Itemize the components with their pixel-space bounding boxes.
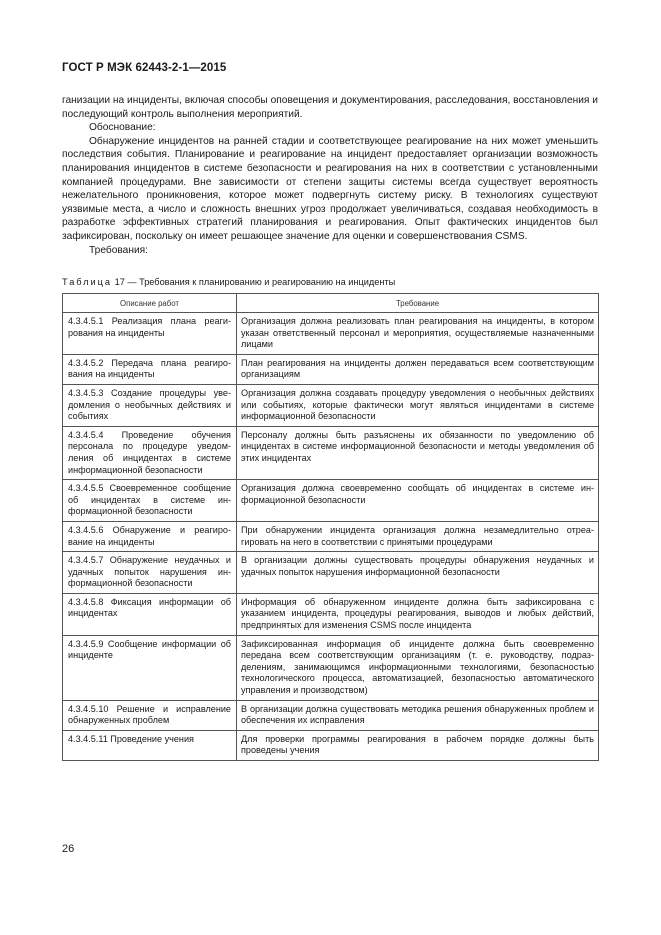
table-row	[63, 384, 599, 426]
table-header-row	[63, 294, 599, 313]
cell-description: 4.3.4.5.1 Реализация плана реагирования на инциденты	[63, 313, 237, 355]
cell-requirement: При обнаружении инцидента организация должна незамедлительно отреагировать на него в соответствии с принятыми процедурами	[237, 521, 599, 551]
cell-requirement: В организации должна существовать методика решения обнаруженных проблем и обеспечения их исправления	[237, 700, 599, 730]
intro-paragraph: ганизации на инциденты, включая способы оповещения и документирования, расследования, восстановления и последующий контроль выполнения мероприятий.	[62, 95, 598, 120]
cell-description: 4.3.4.5.6 Обнаружение и реагирование на инциденты	[63, 521, 237, 551]
requirements-table	[62, 293, 599, 761]
intro-text	[62, 94, 598, 257]
document-header: ГОСТ Р МЭК 62443-2-1—2015	[62, 62, 227, 74]
page-number: 26	[62, 843, 75, 855]
cell-requirement: План реагирования на инциденты должен передаваться всем соответствующим организациям	[237, 354, 599, 384]
table-caption	[62, 277, 395, 287]
table-row	[63, 730, 599, 760]
table-row	[63, 313, 599, 355]
table-row	[63, 700, 599, 730]
table-row	[63, 354, 599, 384]
table-caption-text: 17 — Требования к планированию и реагированию на инциденты	[112, 277, 396, 287]
cell-requirement: Организация должна своевременно сообщать об инцидентах в системе информационной безопасности	[237, 480, 599, 522]
cell-description: 4.3.4.5.3 Создание процедуры уведомления о необычных действиях и событиях	[63, 384, 237, 426]
cell-description: 4.3.4.5.8 Фиксация информации об инцидентах	[63, 593, 237, 635]
table-row	[63, 552, 599, 594]
intro-paragraph: Требования:	[89, 244, 148, 256]
table-row	[63, 635, 599, 700]
intro-paragraph: Обоснование:	[89, 122, 156, 134]
cell-requirement: Информация об обнаруженном инциденте должна быть зафиксирована с указанием инцидента, процедуры реагирования, выводов и любых действий, предпринятых для изменения CSMS после инцидента	[237, 593, 599, 635]
column-header-requirement: Требование	[237, 294, 599, 313]
intro-paragraph: Обнаружение инцидентов на ранней стадии и соответствующее реагирование на них может уменьшить последствия события. Планирование и реагирование на инцидент предоставляет организации возможность планирования инцидентов в системе безопасности и реагирования на них в соответствии с установленными компанией процедурами. Вне зависимости от степени защиты системы всегда существует вероятность нежелательного проникновения, которое может подвергнуть систему риску. В технологиях существуют уязвимые места, а число и сложность внешних угроз продолжает увеличиваться, создавая необходимость в разработке эффективных стратегий планирования и реагирования. Опыт фактических инцидентов был зафиксирован, поскольку он имеет решающее значение для оценки и совершенствования CSMS.	[62, 135, 598, 242]
table-row	[63, 426, 599, 479]
cell-requirement: Зафиксированная информация об инциденте должна быть своевременно передана всем соответствующим организациям (т. е. руководству, подразделениям, занимающимся информационными технологиями, безопасностью технологического процесса, автоматизацией, безопасностью автоматического управления и производством)	[237, 635, 599, 700]
cell-requirement: Персоналу должны быть разъяснены их обязанности по уведомлению об инцидентах в системе информационной безопасности и методы уведомления об этих инцидентах	[237, 426, 599, 479]
column-header-description: Описание работ	[63, 294, 237, 313]
cell-description: 4.3.4.5.4 Проведение обучения персонала по процедуре уведомления об инцидентах в системе информационной безопасности	[63, 426, 237, 479]
table-row	[63, 593, 599, 635]
cell-description: 4.3.4.5.2 Передача плана реагирования на инциденты	[63, 354, 237, 384]
cell-requirement: Для проверки программы реагирования в рабочем порядке должны быть проведены учения	[237, 730, 599, 760]
cell-description: 4.3.4.5.5 Своевременное сообщение об инцидентах в системе информационной безопасности	[63, 480, 237, 522]
table-row	[63, 480, 599, 522]
cell-requirement: Организация должна реализовать план реагирования на инциденты, в котором указан ответственный персонал и мероприятия, осуществляемые назначенными лицами	[237, 313, 599, 355]
cell-requirement: В организации должны существовать процедуры обнаружения неудачных и удачных попыток нарушения информационной безопасности	[237, 552, 599, 594]
cell-description: 4.3.4.5.7 Обнаружение неудачных и удачных попыток нарушения информационной безопасности	[63, 552, 237, 594]
cell-description: 4.3.4.5.11 Проведение учения	[63, 730, 237, 760]
cell-description: 4.3.4.5.9 Сообщение информации об инциденте	[63, 635, 237, 700]
cell-requirement: Организация должна создавать процедуру уведомления о необычных действиях или событиях, которые фактически могут являться инцидентами в системе информационной безопасности	[237, 384, 599, 426]
table-caption-label: Таблица	[62, 277, 113, 287]
cell-description: 4.3.4.5.10 Решение и исправление обнаруженных проблем	[63, 700, 237, 730]
table-row	[63, 521, 599, 551]
